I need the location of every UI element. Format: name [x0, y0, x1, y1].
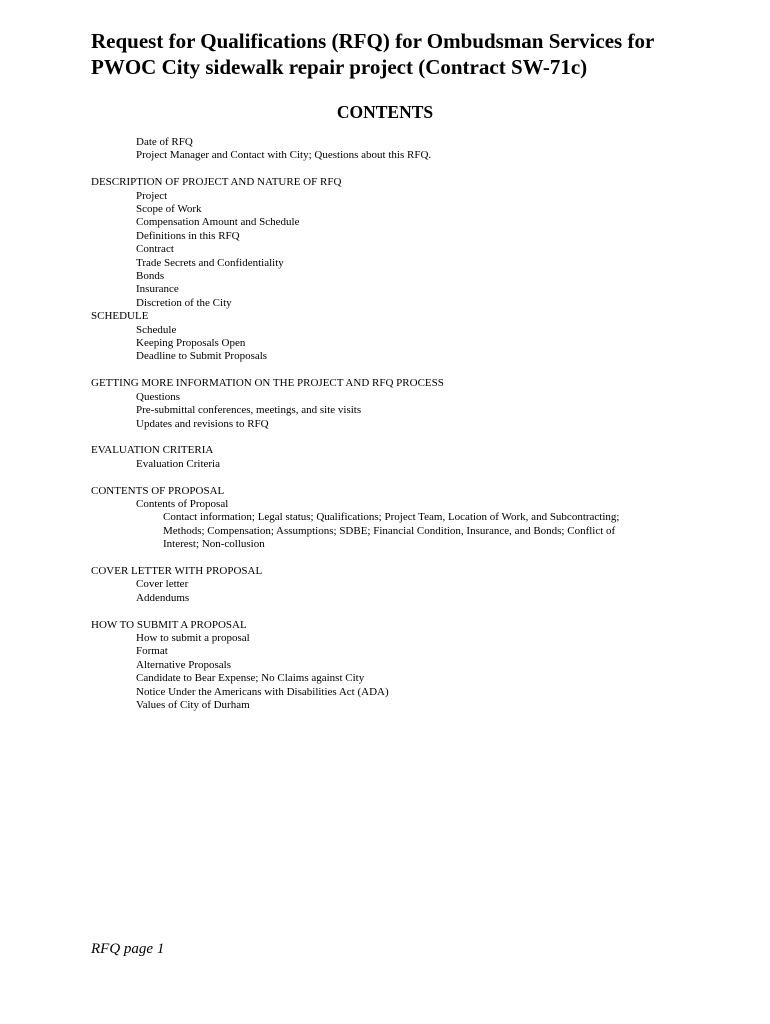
toc-section-heading: SCHEDULE: [91, 310, 149, 323]
toc-section-heading: HOW TO SUBMIT A PROPOSAL: [91, 618, 247, 631]
page-footer: RFQ page 1: [91, 941, 165, 957]
toc-section-heading: DESCRIPTION OF PROJECT AND NATURE OF RFQ: [91, 176, 342, 189]
toc-subitem: Methods; Compensation; Assumptions; SDBE; Financial Condition, Insurance, and Bonds; Conflict of: [163, 524, 616, 537]
title-line-1: Request for Qualifications (RFQ) for Ombudsman Services for: [91, 29, 655, 53]
toc-subitem: Contact information; Legal status; Qualifications; Project Team, Location of Work, and Subcontracting;: [163, 511, 620, 524]
toc-item: Bonds: [136, 270, 165, 283]
toc-section-heading: COVER LETTER WITH PROPOSAL: [91, 564, 263, 577]
toc-item: Evaluation Criteria: [136, 457, 220, 470]
toc-item: Compensation Amount and Schedule: [136, 216, 300, 229]
toc-item: Definitions in this RFQ: [136, 229, 240, 242]
toc-item: Format: [136, 645, 168, 658]
toc-item: Notice Under the Americans with Disabilities Act (ADA): [136, 685, 389, 698]
table-of-contents: [91, 136, 691, 712]
toc-item: Contract: [136, 243, 174, 256]
toc-item: Scope of Work: [136, 203, 202, 216]
toc-item: Values of City of Durham: [136, 698, 250, 711]
toc-item: How to submit a proposal: [136, 631, 250, 644]
contents-heading: CONTENTS: [336, 102, 434, 122]
toc-item: Project Manager and Contact with City; Questions about this RFQ.: [136, 149, 432, 162]
toc-item: Discretion of the City: [136, 296, 232, 309]
toc-item: Deadline to Submit Proposals: [136, 350, 268, 363]
toc-item: Project: [136, 189, 168, 202]
toc-section-heading: EVALUATION CRITERIA: [91, 444, 214, 457]
toc-item: Questions: [136, 390, 180, 403]
toc-item: Pre-submittal conferences, meetings, and site visits: [136, 404, 362, 417]
toc-item: Candidate to Bear Expense; No Claims against City: [136, 672, 365, 685]
document-title: [91, 28, 731, 80]
toc-subitem: Interest; Non-collusion: [163, 538, 265, 551]
toc-section-heading: CONTENTS OF PROPOSAL: [91, 484, 225, 497]
toc-item: Date of RFQ: [136, 136, 193, 148]
toc-item: Contents of Proposal: [136, 497, 229, 510]
title-line-2: PWOC City sidewalk repair project (Contract SW-71c): [91, 55, 588, 79]
toc-item: Keeping Proposals Open: [136, 337, 246, 350]
toc-item: Insurance: [136, 283, 179, 296]
toc-item: Schedule: [136, 323, 177, 336]
toc-item: Alternative Proposals: [136, 658, 232, 671]
toc-item: Cover letter: [136, 578, 189, 591]
toc-item: Updates and revisions to RFQ: [136, 417, 269, 430]
toc-item: Addendums: [136, 591, 190, 604]
toc-item: Trade Secrets and Confidentiality: [136, 256, 284, 269]
toc-section-heading: GETTING MORE INFORMATION ON THE PROJECT AND RFQ PROCESS: [91, 377, 444, 390]
